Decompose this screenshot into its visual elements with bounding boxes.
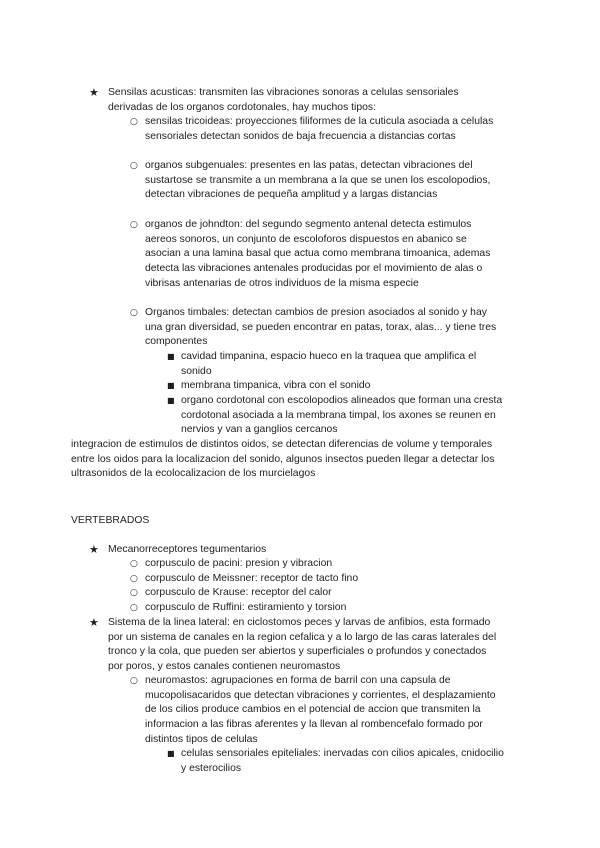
- circle-bullet-icon: ○: [130, 220, 138, 230]
- item-organos-timbales: Organos timbales: detectan cambios de presion asociados al sonido y hay una gran diversidad, se pueden encontrar en patas, torax, alas... y tiene tres componentes: [145, 307, 497, 348]
- circle-bullet-icon: ○: [130, 161, 138, 171]
- square-bullet-icon: ■: [167, 749, 175, 758]
- circle-bullet-icon: ○: [130, 559, 138, 569]
- circle-bullet-icon: ○: [130, 117, 138, 127]
- item-sensilas-acusticas: Sensilas acusticas: transmiten las vibraciones sonoras a celulas sensoriales derivadas de los organos cordotonales, hay muchos tipos:: [108, 87, 459, 113]
- item-neuromastos: neuromastos: agrupaciones en forma de barril con una capsula de mucopolisacaridos que detectan vibraciones y corrientes, el desplazamiento de los cilios produce cambios en el potencial de accion que transmiten la informacion a las fibras aferentes y la llevan al rombencefalo formado por distintos tipos de celulas: [145, 675, 496, 745]
- item-mecanorreceptores: Mecanorreceptores tegumentarios: [108, 544, 267, 555]
- item-membrana-timpanica: membrana timpanica, vibra con el sonido: [181, 380, 371, 391]
- circle-bullet-icon: ○: [130, 308, 138, 318]
- item-celulas-sensoriales: celulas sensoriales epiteliales: inervadas con cilios apicales, cnidocilio y esterocilios: [181, 748, 504, 774]
- circle-bullet-icon: ○: [130, 603, 138, 613]
- circle-bullet-icon: ○: [130, 588, 138, 598]
- paragraph-integracion: integracion de estimulos de distintos oidos, se detectan diferencias de volume y temporales entre los oidos para la localizacion del sonido, algunos insectos pueden llegar a detectar los ultrasonidos de la ecolocalizacion de los murcielagos: [71, 439, 495, 480]
- square-bullet-icon: ■: [167, 381, 175, 390]
- item-organos-subgenuales: organos subgenuales: presentes en las patas, detectan vibraciones del sustartose se transmite a un membrana a la que se unen los escolopodios, detectan vibraciones de pequeña amplitud y a largas distancias: [145, 160, 491, 201]
- star-bullet-icon: ★: [89, 616, 99, 629]
- star-bullet-icon: ★: [89, 86, 99, 99]
- item-sistema-linea-lateral: Sistema de la linea lateral: en ciclostomos peces y larvas de anfibios, esta formado por un sistema de canales en la region cefalica y a lo largo de las caras laterales del tronco y la cola, que pueden ser abiertos y superficiales o profundos y conectados por poros, y estos canales contienen neuromastos: [108, 617, 497, 673]
- item-organos-de-johndton: organos de johndton: del segundo segmento antenal detecta estimulos aereos sonoros, un conjunto de escoloforos dispuestos en abanico se asocian a una lamina basal que actua como membrana timoanica, ademas detecta las vibraciones antenales producidas por el movimiento de alas o vibrisas antenarias de otros individuos de la misma especie: [145, 219, 491, 289]
- item-organo-cordotonal: organo cordotonal con escolopodios alineados que forman una cresta cordotonal asociada a la membrana timpal, los axones se reunen en nervios y van a ganglios cercanos: [181, 395, 503, 436]
- item-corpusculo-pacini: corpusculo de pacini: presion y vibracion: [145, 558, 333, 569]
- section-heading: VERTEBRADOS: [71, 515, 150, 526]
- item-corpusculo-ruffini: corpusculo de Ruffini: estiramiento y torsion: [145, 602, 347, 613]
- item-cavidad-timpanina: cavidad timpanina, espacio hueco en la traquea que amplifica el sonido: [181, 351, 477, 377]
- square-bullet-icon: ■: [167, 396, 175, 405]
- item-sensilas-tricoideas: sensilas tricoideas: proyecciones filiformes de la cuticula asociada a celulas sensoriales detectan sonidos de baja frecuencia a distancias cortas: [145, 116, 494, 142]
- item-corpusculo-krause: corpusculo de Krause: receptor del calor: [145, 587, 332, 598]
- star-bullet-icon: ★: [89, 543, 99, 556]
- circle-bullet-icon: ○: [130, 574, 138, 584]
- circle-bullet-icon: ○: [130, 676, 138, 686]
- square-bullet-icon: ■: [167, 352, 175, 361]
- item-corpusculo-meissner: corpusculo de Meissner: receptor de tacto fino: [145, 573, 359, 584]
